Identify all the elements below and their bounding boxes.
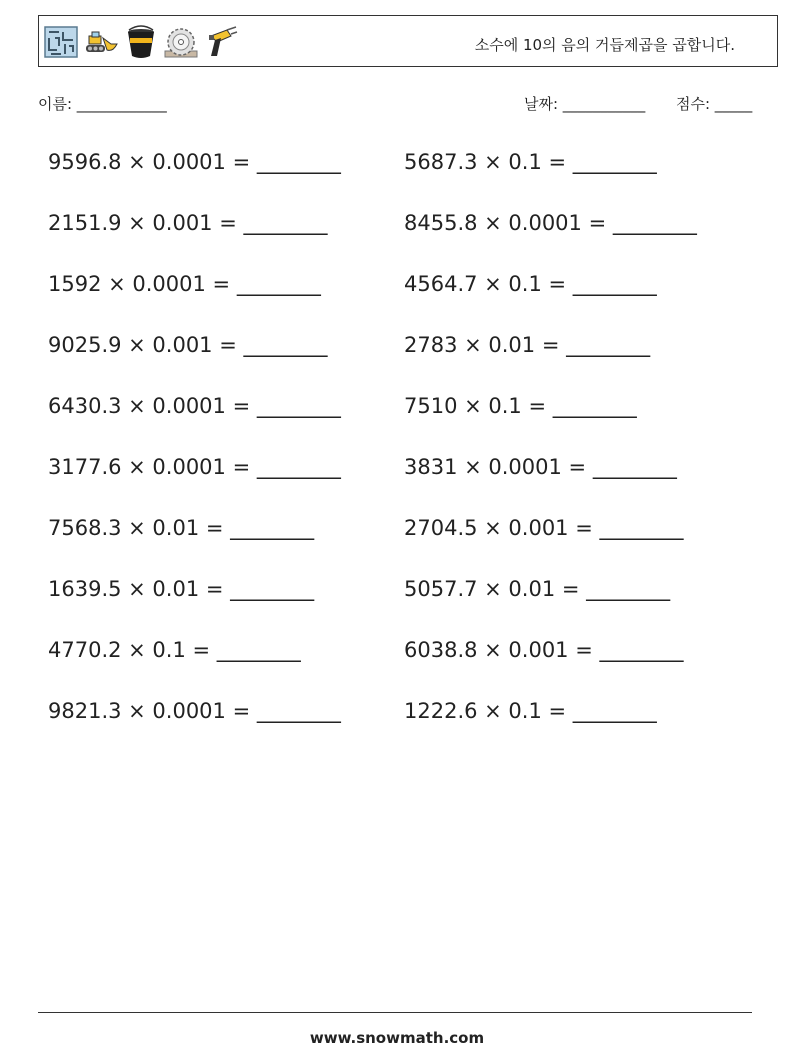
footer-url: www.snowmath.com — [309, 1029, 485, 1047]
problem-right-6: 3831 × 0.0001 = ________ — [404, 455, 677, 479]
problem-left-10: 9821.3 × 0.0001 = ________ — [48, 699, 341, 723]
footer-divider — [38, 1012, 752, 1013]
problem-right-5: 7510 × 0.1 = ________ — [404, 394, 637, 418]
problem-left-9: 4770.2 × 0.1 = ________ — [48, 638, 301, 662]
worksheet-title: 소수에 10의 음의 거듭제곱을 곱합니다. — [474, 36, 735, 54]
name-field: 이름: ____________ — [38, 95, 167, 113]
problem-right-8: 5057.7 × 0.01 = ________ — [404, 577, 671, 601]
problem-left-6: 3177.6 × 0.0001 = ________ — [48, 455, 341, 479]
problem-right-10: 1222.6 × 0.1 = ________ — [404, 699, 657, 723]
problem-right-7: 2704.5 × 0.001 = ________ — [404, 516, 684, 540]
problem-right-2: 8455.8 × 0.0001 = ________ — [404, 211, 697, 235]
problem-right-3: 4564.7 × 0.1 = ________ — [404, 272, 657, 296]
problem-right-9: 6038.8 × 0.001 = ________ — [404, 638, 684, 662]
problem-left-8: 1639.5 × 0.01 = ________ — [48, 577, 315, 601]
score-field: 점수: _____ — [676, 95, 753, 113]
problem-left-7: 7568.3 × 0.01 = ________ — [48, 516, 315, 540]
problem-left-2: 2151.9 × 0.001 = ________ — [48, 211, 328, 235]
date-field: 날짜: ___________ — [524, 95, 646, 113]
problem-left-4: 9025.9 × 0.001 = ________ — [48, 333, 328, 357]
problem-left-1: 9596.8 × 0.0001 = ________ — [48, 150, 341, 174]
problem-left-5: 6430.3 × 0.0001 = ________ — [48, 394, 341, 418]
problem-right-1: 5687.3 × 0.1 = ________ — [404, 150, 657, 174]
problem-right-4: 2783 × 0.01 = ________ — [404, 333, 651, 357]
problem-left-3: 1592 × 0.0001 = ________ — [48, 272, 321, 296]
